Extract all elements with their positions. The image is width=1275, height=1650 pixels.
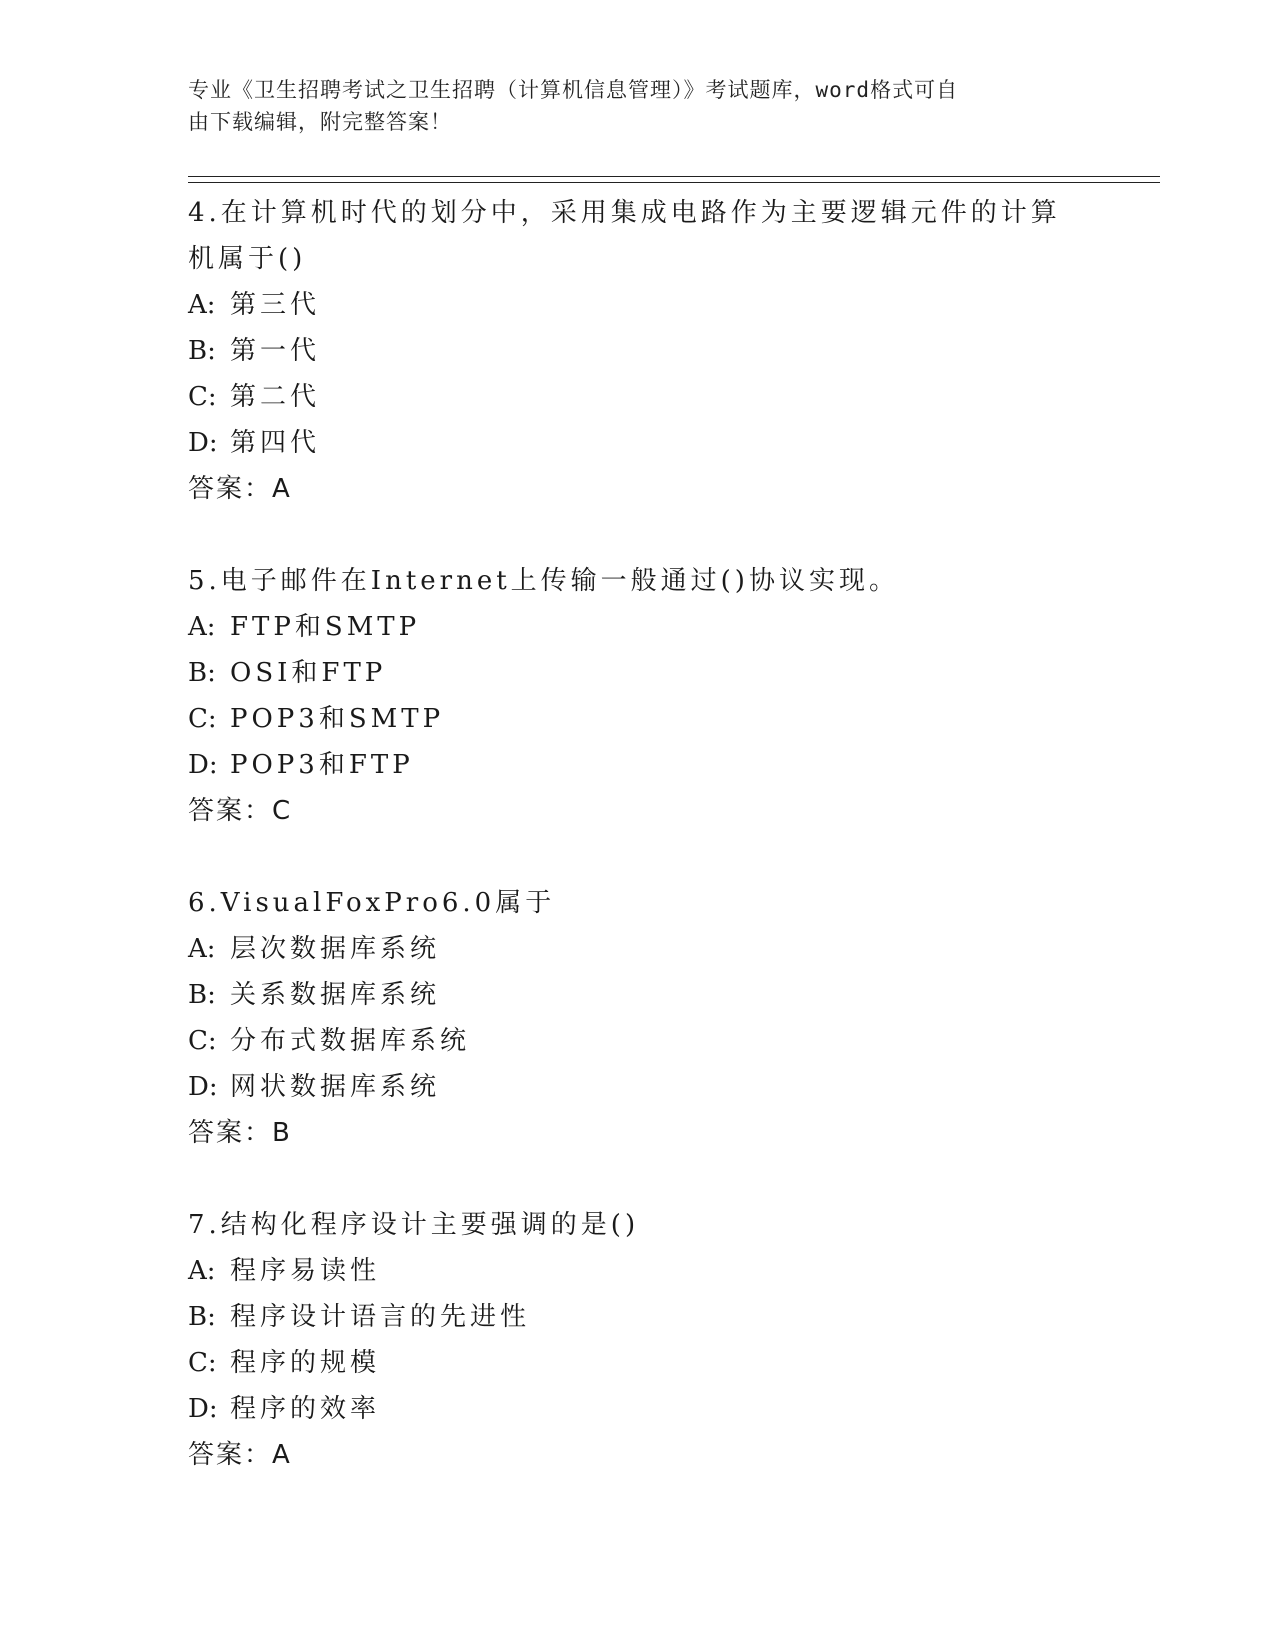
question-stem: 5.电子邮件在Internet上传输一般通过()协议实现。	[188, 566, 899, 596]
option-text: OSI和FTP	[230, 658, 387, 688]
option-text: 关系数据库系统	[230, 980, 441, 1010]
option-letter: A:	[188, 1256, 216, 1286]
question-7	[188, 1202, 1088, 1478]
option-a	[188, 604, 1088, 650]
option-c	[188, 696, 1088, 742]
header-line-1: 专业《卫生招聘考试之卫生招聘（计算机信息管理）》考试题库，word格式可自	[188, 78, 959, 102]
option-text: 程序易读性	[230, 1256, 381, 1286]
option-text: 第二代	[230, 382, 321, 412]
option-text: 层次数据库系统	[230, 934, 441, 964]
question-stem: 7.结构化程序设计主要强调的是()	[188, 1210, 640, 1240]
option-c	[188, 1018, 1088, 1064]
question-5	[188, 558, 1088, 834]
option-text: 第一代	[230, 336, 321, 366]
option-text: 分布式数据库系统	[230, 1026, 471, 1056]
option-letter: C:	[188, 1026, 217, 1056]
option-text: POP3和SMTP	[230, 704, 445, 734]
option-b	[188, 1294, 1088, 1340]
option-text: 程序设计语言的先进性	[230, 1302, 531, 1332]
option-letter: A:	[188, 612, 216, 642]
option-a	[188, 926, 1088, 972]
option-a	[188, 1248, 1088, 1294]
option-d	[188, 420, 1088, 466]
option-letter: C:	[188, 1348, 217, 1378]
question-6	[188, 880, 1088, 1156]
option-text: 程序的规模	[230, 1348, 381, 1378]
document-header	[188, 74, 1068, 138]
question-stem: 6.VisualFoxPro6.0属于	[188, 888, 556, 918]
option-text: 网状数据库系统	[230, 1072, 441, 1102]
option-letter: D:	[188, 428, 218, 458]
option-letter: D:	[188, 1072, 218, 1102]
answer-line: 答案：C	[188, 796, 293, 826]
option-letter: C:	[188, 704, 217, 734]
header-divider-top	[188, 176, 1160, 177]
option-letter: B:	[188, 658, 216, 688]
answer-line: 答案：A	[188, 474, 292, 504]
option-letter: B:	[188, 1302, 216, 1332]
spacer	[188, 834, 1088, 880]
option-letter: D:	[188, 1394, 218, 1424]
spacer	[188, 512, 1088, 558]
spacer	[188, 1156, 1088, 1202]
option-b	[188, 972, 1088, 1018]
option-text: 第四代	[230, 428, 321, 458]
header-divider-bottom	[188, 182, 1160, 183]
option-letter: B:	[188, 980, 216, 1010]
question-4	[188, 190, 1088, 512]
option-c	[188, 1340, 1088, 1386]
option-letter: B:	[188, 336, 216, 366]
option-letter: C:	[188, 382, 217, 412]
option-d	[188, 1064, 1088, 1110]
option-d	[188, 1386, 1088, 1432]
option-text: POP3和FTP	[230, 750, 414, 780]
option-text: FTP和SMTP	[230, 612, 421, 642]
option-letter: A:	[188, 934, 216, 964]
answer-line: 答案：A	[188, 1440, 292, 1470]
option-a	[188, 282, 1088, 328]
header-line-2: 由下载编辑，附完整答案！	[188, 110, 452, 134]
option-c	[188, 374, 1088, 420]
option-letter: D:	[188, 750, 218, 780]
option-b	[188, 650, 1088, 696]
question-list	[188, 190, 1088, 1478]
option-text: 第三代	[230, 290, 321, 320]
answer-line: 答案：B	[188, 1118, 292, 1148]
option-letter: A:	[188, 290, 216, 320]
question-stem: 4.在计算机时代的划分中，采用集成电路作为主要逻辑元件的计算机属于()	[188, 198, 1061, 274]
option-b	[188, 328, 1088, 374]
option-d	[188, 742, 1088, 788]
option-text: 程序的效率	[230, 1394, 381, 1424]
